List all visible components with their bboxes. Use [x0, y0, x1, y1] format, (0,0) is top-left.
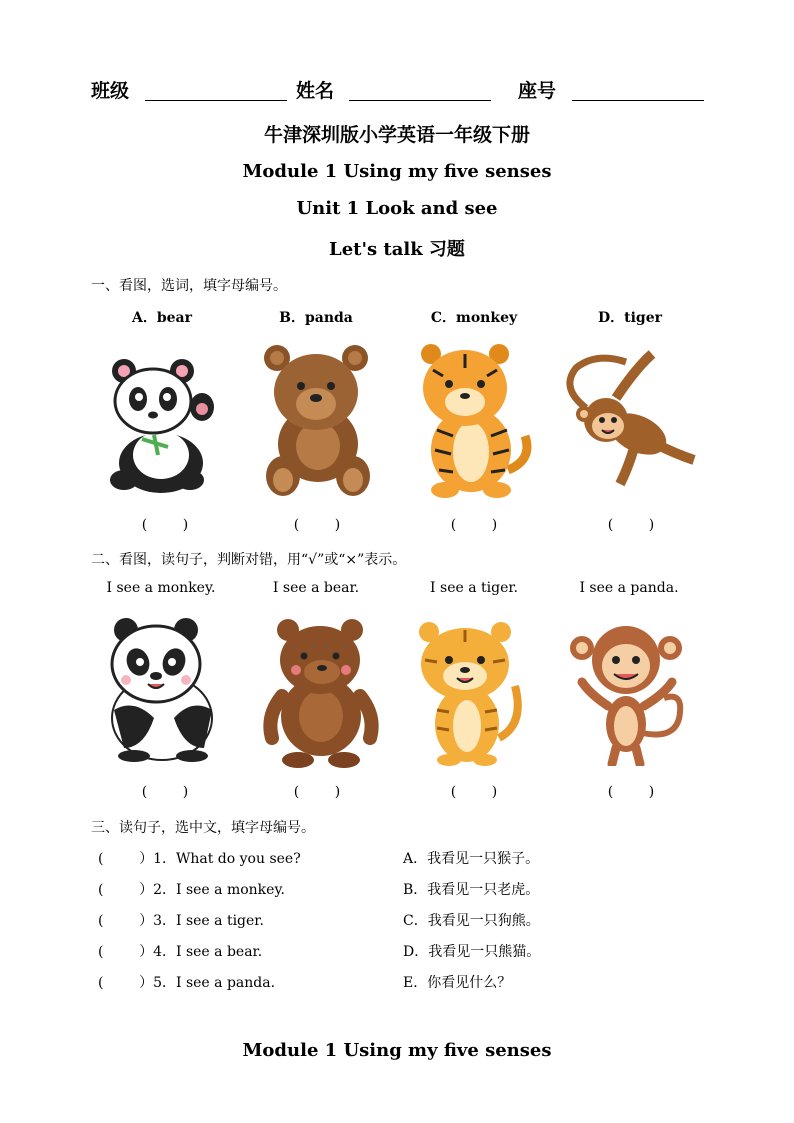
- choice-c: C．我看见一只狗熊。: [403, 913, 540, 929]
- lesson-title: Let's talk 习题: [329, 239, 465, 260]
- question-1[interactable]: ( ）1．What do you see?: [98, 851, 301, 867]
- choice-a: A．我看见一只猴子。: [403, 851, 540, 867]
- tiger-icon: [413, 340, 535, 500]
- class-label: 班级: [91, 80, 130, 102]
- module-title: Module 1 Using my five senses: [242, 161, 552, 182]
- bear-icon: [262, 616, 380, 768]
- choice-e: E．你看见什么？: [403, 975, 512, 991]
- sentence-1: I see a monkey.: [106, 580, 216, 596]
- option-d: D．tiger: [598, 310, 662, 326]
- judge-blank-2[interactable]: ( ): [293, 784, 341, 800]
- section1-heading: 一、看图，选词，填字母编号。: [91, 278, 287, 294]
- sentence-2: I see a bear.: [272, 580, 360, 596]
- seat-label: 座号: [518, 80, 557, 102]
- unit-title: Unit 1 Look and see: [296, 198, 498, 219]
- choice-d: D．我看见一只熊猫。: [403, 944, 541, 960]
- option-a: A．bear: [131, 310, 192, 326]
- option-b: B．panda: [279, 310, 353, 326]
- monkey-icon: [568, 622, 692, 766]
- judge-blank-4[interactable]: ( ): [607, 784, 655, 800]
- question-4[interactable]: ( ）4．I see a bear.: [98, 944, 263, 960]
- answer-blank-1[interactable]: ( ): [141, 517, 189, 533]
- judge-blank-3[interactable]: ( ): [450, 784, 498, 800]
- choice-b: B．我看见一只老虎。: [403, 882, 540, 898]
- sentence-3: I see a tiger.: [430, 580, 518, 596]
- page-footer: Module 1 Using my five senses: [242, 1040, 552, 1061]
- panda-icon: [104, 355, 219, 495]
- student-info-header: [0, 76, 794, 106]
- section3-heading: 三、读句子，选中文，填字母编号。: [91, 820, 315, 836]
- section2-heading: 二、看图，读句子，判断对错，用“√”或“×”表示。: [91, 552, 407, 568]
- question-5[interactable]: ( ）5．I see a panda.: [98, 975, 276, 991]
- teddy-bear-icon: [263, 344, 373, 499]
- answer-blank-2[interactable]: ( ): [293, 517, 341, 533]
- name-label: 姓名: [296, 80, 335, 102]
- answer-blank-4[interactable]: ( ): [607, 517, 655, 533]
- name-field[interactable]: [349, 100, 491, 101]
- panda-icon: [104, 618, 226, 763]
- tiger-icon: [415, 614, 530, 768]
- sentence-4: I see a panda.: [579, 580, 679, 596]
- question-2[interactable]: ( ）2．I see a monkey.: [98, 882, 285, 898]
- monkey-icon: [556, 348, 704, 493]
- question-3[interactable]: ( ）3．I see a tiger.: [98, 913, 264, 929]
- option-c: C．monkey: [430, 310, 518, 326]
- seat-field[interactable]: [572, 100, 704, 101]
- book-title: 牛津深圳版小学英语一年级下册: [263, 124, 530, 146]
- class-field[interactable]: [145, 100, 287, 101]
- judge-blank-1[interactable]: ( ): [141, 784, 189, 800]
- answer-blank-3[interactable]: ( ): [450, 517, 498, 533]
